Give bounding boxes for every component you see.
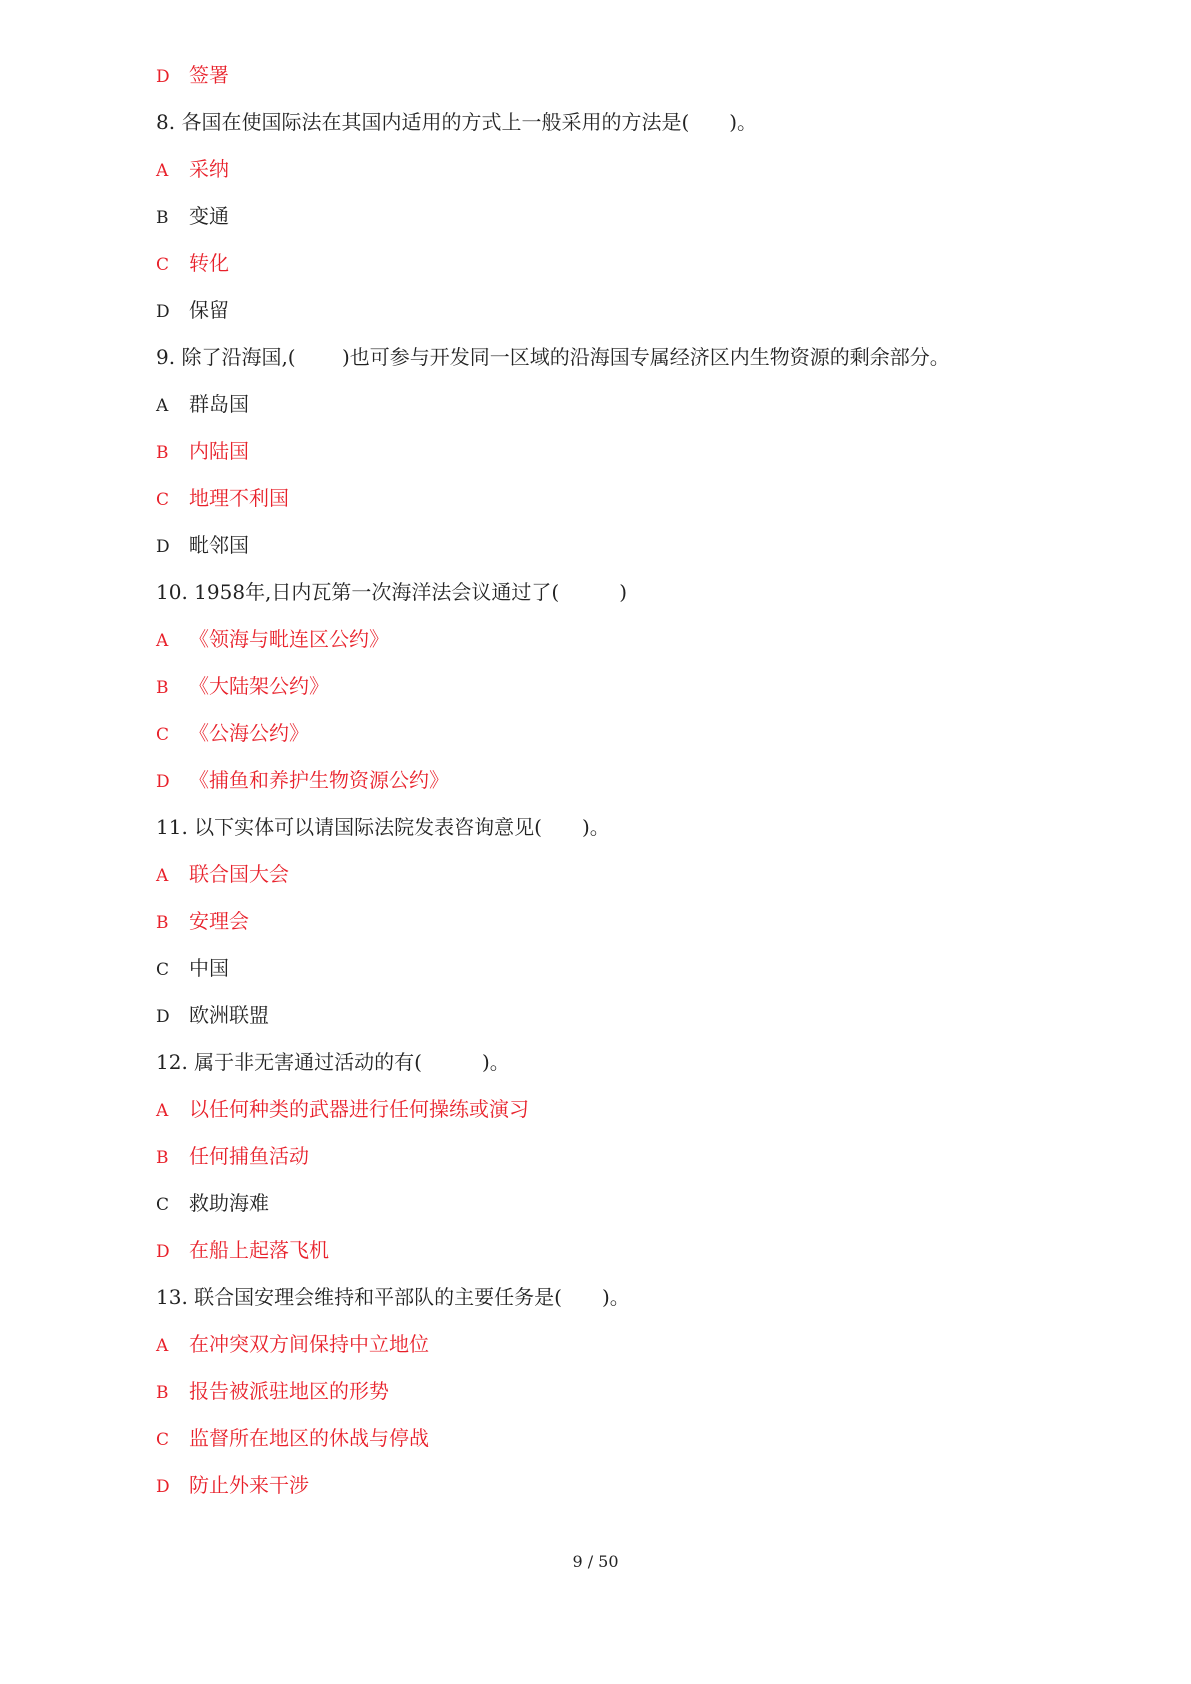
answer-option [156,1471,1056,1518]
option-text: 《大陆架公约》 [189,674,329,698]
answer-option [156,61,1056,108]
option-letter: C [156,725,170,745]
option-letter: B [156,678,169,698]
option-text: 《领海与毗连区公约》 [189,627,389,651]
option-text: 《捕鱼和养护生物资源公约》 [189,768,449,792]
answer-option [156,860,1056,907]
option-letter: A [156,161,169,181]
question-text: 11. 以下实体可以请国际法院发表咨询意见( )。 [156,815,610,839]
question-text: 13. 联合国安理会维持和平部队的主要任务是( )。 [156,1285,630,1309]
option-text: 报告被派驻地区的形势 [189,1379,389,1403]
option-text: 以任何种类的武器进行任何操练或演习 [189,1097,529,1121]
answer-option [156,1330,1056,1377]
question-list [156,61,1056,1518]
option-letter: C [156,1195,170,1215]
option-letter: C [156,255,170,275]
answer-option [156,249,1056,296]
answer-option [156,1236,1056,1283]
option-letter: A [156,631,169,651]
option-letter: D [156,772,170,792]
option-text: 监督所在地区的休战与停战 [189,1426,429,1450]
option-letter: D [156,537,170,557]
option-text: 在船上起落飞机 [189,1238,329,1262]
option-letter: A [156,1336,169,1356]
option-letter: D [156,1007,170,1027]
option-letter: D [156,1477,170,1497]
answer-option [156,907,1056,954]
option-text: 救助海难 [189,1191,269,1215]
option-text: 转化 [189,251,229,275]
option-letter: A [156,1101,169,1121]
option-letter: B [156,443,169,463]
option-text: 变通 [189,204,229,228]
question-text: 12. 属于非无害通过活动的有( )。 [156,1050,510,1074]
answer-option [156,1001,1056,1048]
option-text: 群岛国 [189,392,249,416]
answer-option [156,437,1056,484]
option-text: 欧洲联盟 [189,1003,269,1027]
option-text: 内陆国 [189,439,249,463]
page-number: 9 / 50 [572,1552,619,1571]
option-text: 《公海公约》 [189,721,309,745]
option-text: 保留 [189,298,229,322]
option-text: 在冲突双方间保持中立地位 [189,1332,429,1356]
option-text: 毗邻国 [189,533,249,557]
option-letter: B [156,913,169,933]
answer-option [156,1424,1056,1471]
answer-option [156,531,1056,578]
option-letter: A [156,866,169,886]
option-letter: D [156,67,170,87]
question-text: 8. 各国在使国际法在其国内适用的方式上一般采用的方法是( )。 [156,110,758,134]
option-letter: C [156,960,170,980]
option-text: 联合国大会 [189,862,289,886]
answer-option [156,1142,1056,1189]
answer-option [156,625,1056,672]
question-text: 10. 1958年,日内瓦第一次海洋法会议通过了( ) [156,580,628,604]
option-letter: B [156,1148,169,1168]
answer-option [156,1377,1056,1424]
option-text: 签署 [189,63,229,87]
option-letter: D [156,1242,170,1262]
answer-option [156,1095,1056,1142]
option-text: 地理不利国 [189,486,289,510]
answer-option [156,202,1056,249]
option-letter: D [156,302,170,322]
option-text: 中国 [189,956,229,980]
option-letter: B [156,208,169,228]
question-text: 9. 除了沿海国,( )也可参与开发同一区域的沿海国专属经济区内生物资源的剩余部分。 [156,345,950,369]
option-letter: A [156,396,169,416]
option-text: 任何捕鱼活动 [189,1144,309,1168]
option-letter: C [156,490,170,510]
answer-option [156,155,1056,202]
option-letter: B [156,1383,169,1403]
answer-option [156,766,1056,813]
answer-option [156,296,1056,343]
option-text: 防止外来干涉 [189,1473,309,1497]
answer-option [156,954,1056,1001]
option-text: 安理会 [189,909,249,933]
answer-option [156,390,1056,437]
option-text: 采纳 [189,157,229,181]
answer-option [156,1189,1056,1236]
answer-option [156,484,1056,531]
option-letter: C [156,1430,170,1450]
answer-option [156,719,1056,766]
answer-option [156,672,1056,719]
